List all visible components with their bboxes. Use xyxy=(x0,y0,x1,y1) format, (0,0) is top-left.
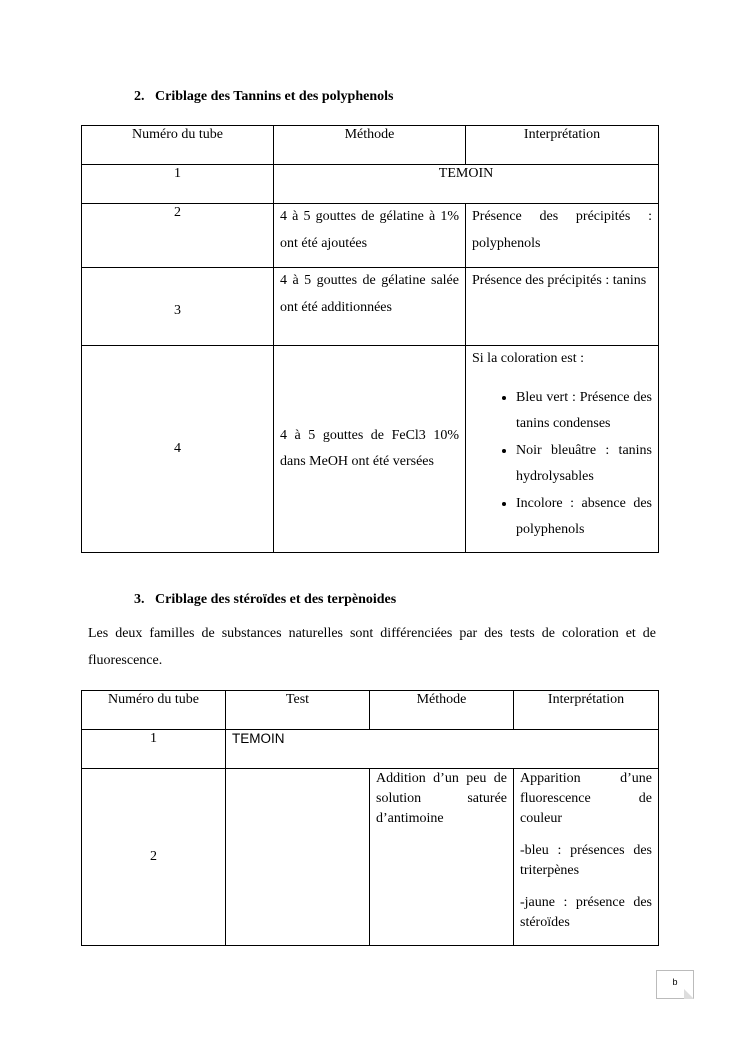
table-header-row xyxy=(82,126,659,165)
header-test: Test xyxy=(226,691,370,730)
tube-number: 3 xyxy=(82,268,274,346)
header-method: Méthode xyxy=(274,126,466,165)
steroids-table xyxy=(81,690,659,946)
section2-number: 2. xyxy=(134,89,145,104)
header-interpretation: Interprétation xyxy=(466,126,659,165)
table-row xyxy=(82,346,659,553)
interpretation-cell: Présence des précipités : polyphenols xyxy=(466,204,659,268)
page-number: b xyxy=(672,977,678,987)
temoin-cell: TEMOIN xyxy=(274,165,659,204)
method-cell: 4 à 5 gouttes de gélatine salée ont été additionnées xyxy=(274,268,466,346)
interpretation-cell xyxy=(466,346,659,553)
section3-heading xyxy=(134,592,396,608)
method-cell: Addition d’un peu de solution saturée d’antimoine xyxy=(370,769,514,946)
table-header-row xyxy=(82,691,659,730)
page-number-box xyxy=(656,970,694,999)
coloration-list xyxy=(472,385,652,544)
interpretation-line: -jaune : présence des stéroïdes xyxy=(520,895,652,930)
section3-number: 3. xyxy=(134,592,145,607)
header-method: Méthode xyxy=(370,691,514,730)
header-interpretation: Interprétation xyxy=(514,691,659,730)
list-item: • Incolore : absence des polyphenols xyxy=(516,491,652,544)
method-cell: 4 à 5 gouttes de gélatine à 1% ont été ajoutées xyxy=(274,204,466,268)
section3-paragraph: Les deux familles de substances naturelles sont différenciées par des tests de coloration et de fluorescence. xyxy=(88,626,656,668)
table-row xyxy=(82,730,659,769)
table-row xyxy=(82,769,659,946)
header-tube: Numéro du tube xyxy=(82,126,274,165)
tube-number: 1 xyxy=(82,165,274,204)
method-cell: 4 à 5 gouttes de FeCl3 10% dans MeOH ont été versées xyxy=(274,346,466,553)
tube-number: 2 xyxy=(82,204,274,268)
interpretation-cell xyxy=(514,769,659,946)
table-row xyxy=(82,268,659,346)
page-fold-decoration xyxy=(684,989,694,999)
table-row xyxy=(82,165,659,204)
list-item: • Noir bleuâtre : tanins hydrolysables xyxy=(516,438,652,491)
tube-number: 2 xyxy=(82,769,226,946)
interpretation-line: -bleu : présences des triterpènes xyxy=(520,843,652,878)
list-item: • Bleu vert : Présence des tanins condenses xyxy=(516,385,652,438)
header-tube: Numéro du tube xyxy=(82,691,226,730)
section3-title: Criblage des stéroïdes et des terpènoides xyxy=(155,592,397,607)
tube-number: 1 xyxy=(82,730,226,769)
tannins-table xyxy=(81,125,659,553)
temoin-cell: TEMOIN xyxy=(226,730,659,769)
section2-heading xyxy=(134,89,393,105)
tube-number: 4 xyxy=(82,346,274,553)
table-row xyxy=(82,204,659,268)
section2-title: Criblage des Tannins et des polyphenols xyxy=(155,89,394,104)
interpretation-cell: Présence des précipités : tanins xyxy=(466,268,659,346)
test-cell xyxy=(226,769,370,946)
interpretation-intro: Si la coloration est : xyxy=(472,351,584,366)
interpretation-line: Apparition d’une fluorescence de couleur xyxy=(520,771,652,826)
